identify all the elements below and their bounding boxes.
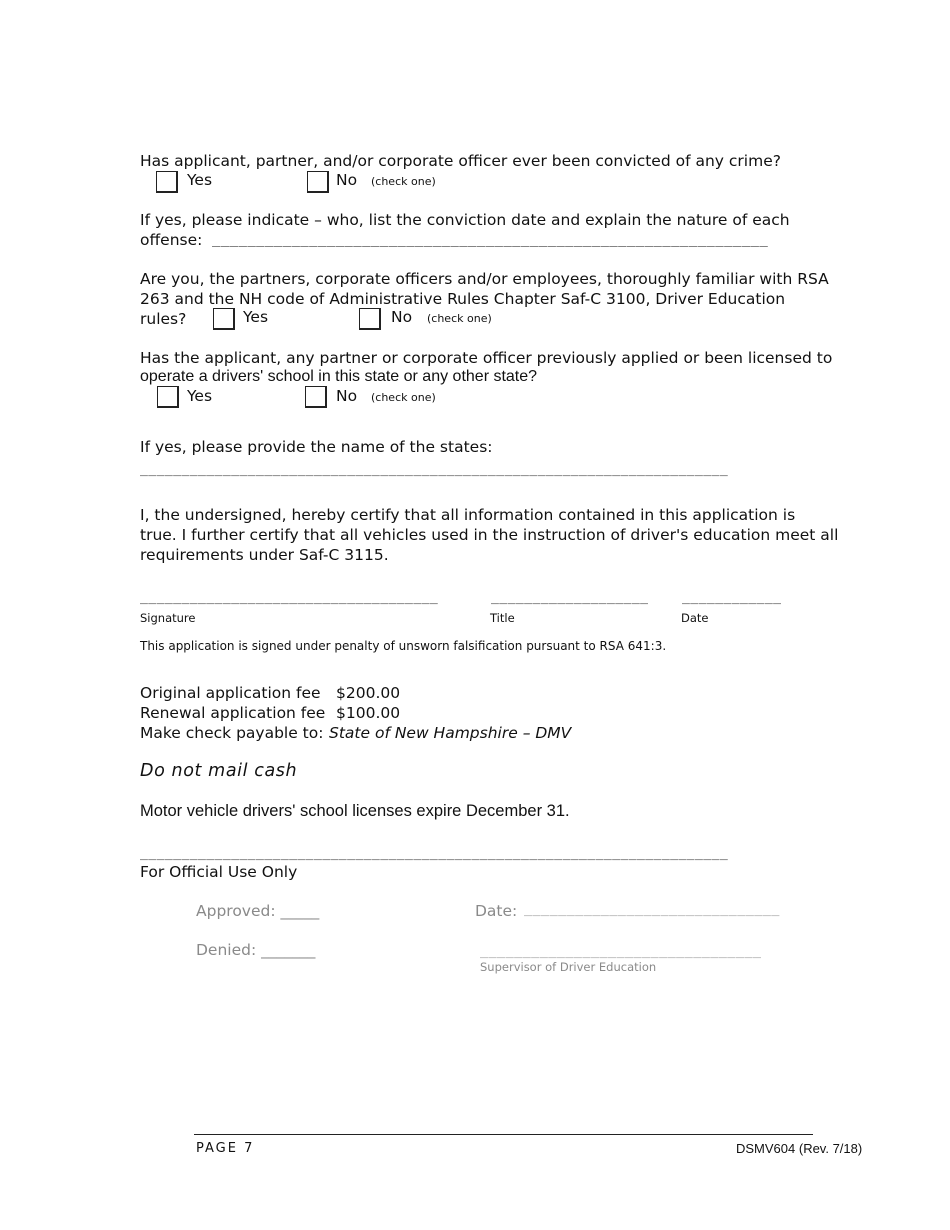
renewal-fee-label: Renewal application fee [140,704,326,722]
q2-line1: Are you, the partners, corporate officers and/or employees, thoroughly familiar with RSA [140,270,829,288]
q3-line1: Has the applicant, any partner or corporate officer previously applied or been licensed to [140,349,833,367]
approved-field[interactable]: Approved: _____ [196,902,320,920]
penalty-note: This application is signed under penalty of unsworn falsification pursuant to RSA 641:3. [140,639,667,653]
denied-field[interactable]: Denied: _______ [196,941,316,959]
certify-line2: true. I further certify that all vehicles used in the instruction of driver's education meet all [140,526,839,544]
q1-followup-label: offense: [140,231,203,249]
no-cash-note: Do not mail cash [140,761,298,781]
q3-yes-checkbox[interactable] [157,386,179,408]
supervisor-field[interactable]: _________________________________ [480,943,762,959]
official-rule: _______________________________________________________________________ [140,846,729,861]
title-label: Title [490,611,515,625]
certify-line3: requirements under Saf-C 3115. [140,546,389,564]
title-field[interactable]: ___________________ [491,590,649,605]
official-date-label: Date: [475,902,518,920]
q1-no-label: No [336,171,358,189]
original-fee-label: Original application fee [140,684,321,702]
q2-line3: rules? [140,310,187,328]
offense-field[interactable]: _______________________________________________________________ [212,231,769,247]
q3-line2: operate a drivers' school in this state or any other state? [140,368,538,385]
q1-text: Has applicant, partner, and/or corporate officer ever been convicted of any crime? [140,152,781,170]
date-field[interactable]: ____________ [682,590,782,605]
q2-no-label: No [391,308,413,326]
q3-no-label: No [336,387,358,405]
states-field[interactable]: _______________________________________________________________________ [140,462,729,477]
q1-followup-text: If yes, please indicate – who, list the conviction date and explain the nature of each [140,211,790,229]
q2-no-checkbox[interactable] [359,308,381,330]
date-label: Date [681,611,709,625]
q1-yes-checkbox[interactable] [156,171,178,193]
form-number: DSMV604 (Rev. 7/18) [736,1141,863,1156]
payable-to: State of New Hampshire – DMV [329,724,572,742]
q3-hint: (check one) [371,391,436,404]
q2-yes-label: Yes [243,308,269,326]
supervisor-label: Supervisor of Driver Education [480,960,657,974]
q2-yes-checkbox[interactable] [213,308,235,330]
q2-hint: (check one) [427,312,492,325]
q2-line2: 263 and the NH code of Administrative Rules Chapter Saf-C 3100, Driver Education [140,290,786,308]
states-question: If yes, please provide the name of the states: [140,438,493,456]
q3-yes-label: Yes [187,387,213,405]
page-number: PAGE 7 [196,1141,255,1156]
expiry-note: Motor vehicle drivers' school licenses expire December 31. [140,802,570,820]
payable-label: Make check payable to: [140,724,324,742]
q3-no-checkbox[interactable] [305,386,327,408]
q1-hint: (check one) [371,175,436,188]
signature-field[interactable]: ____________________________________ [140,590,439,605]
signature-label: Signature [140,611,196,625]
q1-no-checkbox[interactable] [307,171,329,193]
renewal-fee-amount: $100.00 [336,704,401,722]
official-date-field[interactable]: ______________________________ [524,901,780,917]
official-title: For Official Use Only [140,863,298,881]
footer-rule [194,1134,813,1135]
original-fee-amount: $200.00 [336,684,401,702]
q1-yes-label: Yes [187,171,213,189]
certify-line1: I, the undersigned, hereby certify that all information contained in this application is [140,506,796,524]
